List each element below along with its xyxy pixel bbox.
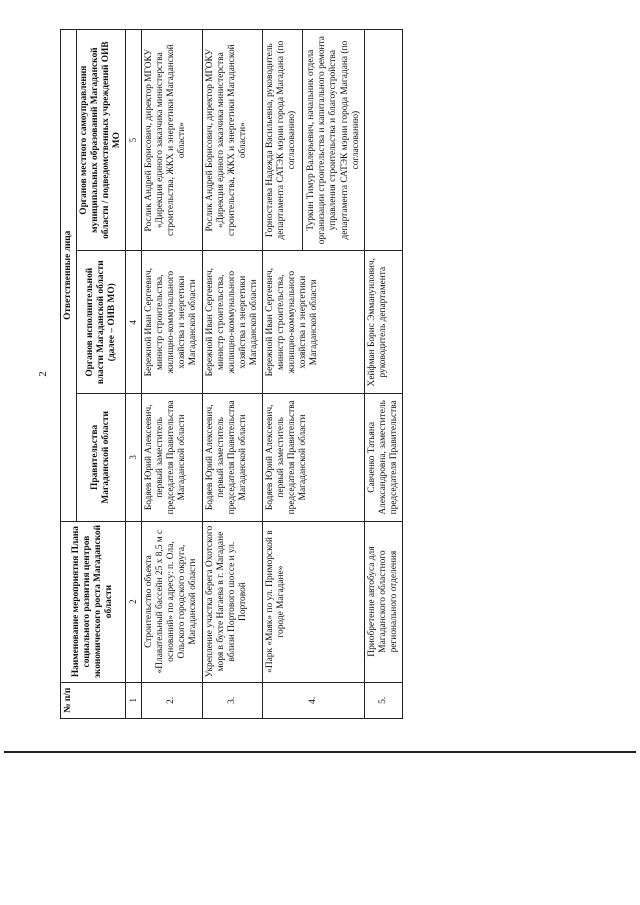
row-local bbox=[142, 30, 202, 251]
row-government: Савченко Татьяна Александровна, заместитель председателя Правительства bbox=[364, 394, 402, 521]
header-no: № п/п bbox=[61, 682, 126, 718]
row-local bbox=[263, 30, 365, 251]
responsible-persons-table bbox=[60, 29, 403, 719]
row-event: Строительство объекта «Плавательный бассейн 25 х 8,5 м с оснований» по адресу: п. Ола, Ольского городского округа, Магаданской области bbox=[142, 521, 202, 682]
cell-divider bbox=[302, 30, 303, 250]
column-number: 3 bbox=[126, 394, 142, 521]
header-local: Органов местного самоуправления муниципальных образований Магаданской области / подведомственных учреждений ОИВ МО bbox=[77, 30, 126, 251]
header-government: Правительства Магаданской области bbox=[77, 394, 126, 521]
row-event: «Парк «Маяк» по ул. Приморской в городе Магадане» bbox=[263, 521, 365, 682]
header-executive: Органов исполнительной власти Магаданской области (далее – ОИВ МО) bbox=[77, 251, 126, 394]
row-number: 2. bbox=[142, 682, 202, 718]
local-person: Рослик Андрей Борисович, директор МГОКУ «Дирекция единого заказчика министерства строительства, ЖКХ и энергетики Магаданской области» bbox=[144, 44, 188, 237]
local-person: Горностаева Надежда Васильевна, руководитель департамента САТЭК мэрии города Магадана (по согласованию) bbox=[265, 40, 298, 240]
local-person: Рослик Андрей Борисович, директор МГОКУ «Дирекция единого заказчика министерства строительства, ЖКХ и энергетики Магаданской области» bbox=[204, 44, 248, 237]
column-number: 2 bbox=[126, 521, 142, 682]
row-executive: Бережной Иван Сергеевич, министр строительства, жилищно-коммунального хозяйства и энергетики Магаданской области bbox=[142, 251, 202, 394]
column-number: 4 bbox=[126, 251, 142, 394]
table-row bbox=[202, 30, 262, 719]
row-number: 4. bbox=[263, 682, 365, 718]
rotated-table-container bbox=[60, 29, 552, 719]
column-number-row bbox=[126, 30, 142, 719]
local-person: Туркин Тимур Валерьевич, начальник отдела организации строительства и капитального ремонта управления строительства и благоустройства департамента САТЭК мэрии города Магадана (по согласованию) bbox=[306, 36, 361, 245]
row-government: Бодяев Юрий Алексеевич, первый заместитель председателя Правительства Магаданской области bbox=[263, 394, 365, 521]
column-number: 1 bbox=[126, 682, 142, 718]
row-event: Приобретение автобуса для Магаданского областного регионального отделения bbox=[364, 521, 402, 682]
page-number: 2 bbox=[36, 371, 49, 377]
table-row bbox=[142, 30, 202, 719]
row-number: 3. bbox=[202, 682, 262, 718]
table-row bbox=[263, 30, 365, 719]
row-number: 5. bbox=[364, 682, 402, 718]
row-government: Бодяев Юрий Алексеевич, первый заместитель председателя Правительства Магаданской области bbox=[202, 394, 262, 521]
table-row bbox=[364, 30, 402, 719]
row-event: Укрепление участка берега Охотского моря в бухте Нагаева в г. Магадане вблизи Портового шоссе и ул. Портовой bbox=[202, 521, 262, 682]
header-event-name: Наименование мероприятия Плана социального развития центров экономического роста Магаданской области bbox=[61, 521, 126, 682]
row-executive: Бережной Иван Сергеевич, министр строительства, жилищно-коммунального хозяйства и энергетики Магаданской области bbox=[202, 251, 262, 394]
row-government: Бодяев Юрий Алексеевич, первый заместитель председателя Правительства Магаданской области bbox=[142, 394, 202, 521]
row-local bbox=[202, 30, 262, 251]
header-responsible: Ответственные лица bbox=[61, 30, 77, 522]
row-executive: Хейфман Борис Эммануилович, руководитель департамента bbox=[364, 251, 402, 394]
row-executive: Бережной Иван Сергеевич, министр строительства, жилищно-коммунального хозяйства и энергетики Магаданской области bbox=[263, 251, 365, 394]
column-number: 5 bbox=[126, 30, 142, 251]
row-local bbox=[364, 30, 402, 251]
header-row-1 bbox=[61, 30, 77, 719]
page-divider-line bbox=[4, 751, 636, 753]
